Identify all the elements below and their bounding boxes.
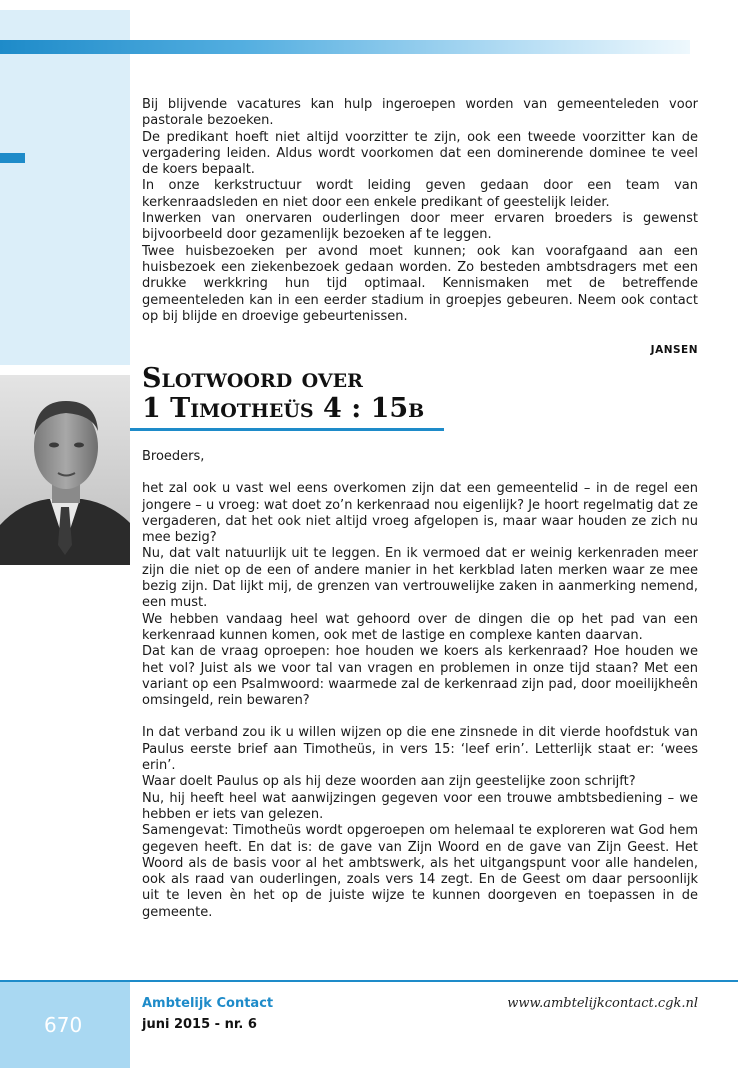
article-body (142, 449, 698, 921)
article-title (142, 364, 424, 424)
paragraph: In dat verband zou ik u willen wijzen op die ene zinsnede in dit vierde hoofdstuk van Paulus eerste brief aan Timotheüs, in vers 15: ‘leef erin’. Letterlijk staat er: ‘wees erin’. (142, 725, 698, 774)
page-number: 670 (44, 1013, 83, 1037)
paragraph: Twee huisbezoeken per avond moet kunnen; ook kan voorafgaand aan een huisbezoek een ziekenbezoek gedaan worden. Zo besteden ambtsdragers met een drukke werkkring hun tijd optimaal. Kennismaken met de betreffende gemeenteleden kan in een eerder stadium in groepjes gebeuren. Neem ook contact op bij blijde en droevige gebeurtenissen. (142, 243, 698, 324)
title-underline (130, 428, 444, 431)
magazine-name: Ambtelijk Contact (142, 996, 274, 1011)
paragraph: In onze kerkstructuur wordt leiding geven gedaan door een team van kerkenraadsleden en niet door een enkele predikant of geestelijk leider. (142, 178, 698, 210)
previous-article-text (142, 97, 698, 325)
paragraph: Inwerken van onervaren ouderlingen door meer ervaren broeders is gewenst bijvoorbeeld door gezamenlijk bezoeken af te leggen. (142, 211, 698, 243)
issue-label: juni 2015 - nr. 6 (142, 1017, 257, 1032)
paragraph: We hebben vandaag heel wat gehoord over de dingen die op het pad van een kerkenraad kunnen komen, ook met de lastige en complexe kanten daarvan. (142, 611, 698, 643)
paragraph: Dat kan de vraag oproepen: hoe houden we koers als kerkenraad? Hoe houden we het vol? Juist als we voor tal van vragen en problemen in onze tijd staan? Met een variant op een Psalmwoord: waarmede zal de kerkenraad zijn pad, door moeilijkheên omsingeld, rein bewaren? (142, 644, 698, 709)
salutation: Broeders, (142, 449, 205, 464)
article-title-line: 1 Timotheüs 4 : 15b (142, 393, 425, 424)
website-url: www.ambtelijkcontact.cgk.nl (507, 996, 698, 1011)
header-gradient-bar (0, 40, 690, 54)
paragraph: De predikant hoeft niet altijd voorzitter te zijn, ook een tweede voorzitter kan de vergadering leiden. Aldus wordt voorkomen dat een dominerende dominee te veel de koers bepaalt. (142, 129, 698, 178)
article-title-line: Slotwoord over (142, 363, 363, 394)
paragraph: Bij blijvende vacatures kan hulp ingeroepen worden van gemeenteleden voor pastorale bezoeken. (142, 97, 698, 129)
footer-rule (0, 980, 738, 982)
paragraph: Samengevat: Timotheüs wordt opgeroepen om helemaal te exploreren wat God hem gegeven heeft. En dat is: de gave van Zijn Woord en de gave van Zijn Geest. Het Woord als de basis voor al het ambtswerk, als het uitgangspunt voor alle handelen, ook als raad van ouderlingen, zoals vers 14 zegt. En de Geest om daar persoonlijk uit te leven èn het op de juiste wijze te kunnen doorgeven en toepassen in de gemeente. (142, 823, 698, 920)
author-signature: JANSEN (650, 344, 698, 356)
side-marker (0, 153, 25, 163)
paragraph: Waar doelt Paulus op als hij deze woorden aan zijn geestelijke zoon schrijft? (142, 774, 636, 790)
paragraph: het zal ook u vast wel eens overkomen zijn dat een gemeentelid – in de regel een jongere – u vroeg: wat doet zo’n kerkenraad nou eigenlijk? Je hoort regelmatig dat ze vergaderen, dat het ook niet altijd vroeg afgelopen is, maar waar houden ze zich nu mee bezig? (142, 481, 698, 546)
left-margin-band (0, 10, 130, 365)
author-photo (0, 375, 130, 565)
paragraph: Nu, hij heeft heel wat aanwijzingen gegeven voor een trouwe ambtsbediening – we hebben er iets van gelezen. (142, 790, 698, 822)
paragraph: Nu, dat valt natuurlijk uit te leggen. En ik vermoed dat er weinig kerkenraden meer zijn die niet op de een of andere manier in het kerkblad laten merken waar ze mee bezig zijn. Dat lijkt mij, de grenzen van vertrouwelijke zaken in aanmerking nemend, een must. (142, 546, 698, 611)
